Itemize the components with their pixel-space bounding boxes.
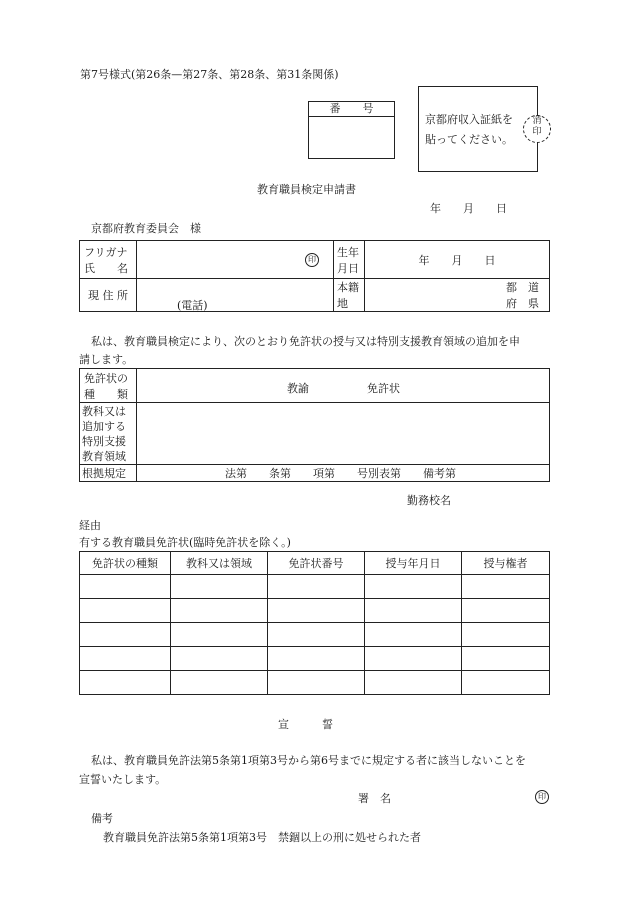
- oath-text-2: 宣誓いたします。: [79, 773, 167, 786]
- signature-label: 署 名: [358, 792, 391, 805]
- fu-ken-label: 府 県: [506, 297, 539, 310]
- cancel-seal-icon: 消 印: [523, 115, 551, 143]
- header-grant-date: 授与年月日: [365, 552, 462, 575]
- to-do-label: 都 道: [506, 281, 539, 294]
- phone-label: (電話): [177, 299, 208, 312]
- license-type-field[interactable]: [137, 369, 550, 403]
- license-type-label-1: 免許状の: [84, 371, 128, 385]
- table-cell[interactable]: [365, 575, 462, 599]
- name-seal-icon: 印: [305, 253, 319, 267]
- table-cell[interactable]: [268, 671, 365, 695]
- name-label: 氏 名: [84, 261, 128, 275]
- table-cell[interactable]: [268, 599, 365, 623]
- remarks-label: 備考: [91, 812, 113, 825]
- birth-date-field[interactable]: 年 月 日: [365, 241, 550, 279]
- furigana-label: フリガナ: [84, 245, 128, 259]
- number-box: [308, 101, 395, 159]
- table-cell[interactable]: [80, 575, 171, 599]
- license-label: 免許状: [367, 382, 400, 395]
- table-row: [80, 671, 550, 695]
- birth-label-2: 月日: [337, 261, 359, 275]
- name-field[interactable]: [137, 241, 334, 279]
- basis-label: 根拠規定: [80, 465, 137, 482]
- birth-label-cell: [334, 241, 365, 279]
- table-cell[interactable]: [462, 599, 550, 623]
- stamp-instruction-1: 京都府収入証紙を: [425, 113, 513, 126]
- header-license-number: 免許状番号: [268, 552, 365, 575]
- oath-title: 宣 誓: [278, 718, 333, 731]
- table-cell[interactable]: [80, 647, 171, 671]
- header-subject: 教科又は領域: [171, 552, 268, 575]
- domicile-label-cell: [334, 279, 365, 312]
- application-statement: 私は、教育職員検定により、次のとおり免許状の授与又は特別支援教育領域の追加を申: [91, 335, 520, 348]
- subject-label-4: 教育領域: [82, 449, 126, 463]
- via-label: 経由: [79, 519, 101, 532]
- application-date: 年 月 日: [430, 202, 507, 215]
- table-cell[interactable]: [462, 671, 550, 695]
- table-row: [80, 575, 550, 599]
- table-cell[interactable]: [268, 575, 365, 599]
- subject-label-3: 特別支援: [82, 434, 126, 448]
- table-cell[interactable]: [171, 647, 268, 671]
- header-grantor: 授与権者: [462, 552, 550, 575]
- subject-field[interactable]: [137, 403, 550, 465]
- number-label: 番 号: [309, 102, 394, 117]
- applicant-table: [79, 240, 550, 312]
- table-header-row: [80, 552, 550, 575]
- held-licenses-caption: 有する教育職員免許状(臨時免許状を除く。): [79, 536, 291, 549]
- application-statement-2: 請します。: [79, 353, 134, 366]
- table-cell[interactable]: [365, 599, 462, 623]
- subject-label-2: 追加する: [82, 419, 126, 433]
- table-cell[interactable]: [268, 623, 365, 647]
- domicile-field[interactable]: [365, 279, 550, 312]
- table-cell[interactable]: [365, 623, 462, 647]
- table-cell[interactable]: [171, 599, 268, 623]
- header-license-type: 免許状の種類: [80, 552, 171, 575]
- stamp-instruction-2: 貼ってください。: [425, 133, 513, 146]
- domicile-label-2: 地: [337, 297, 348, 310]
- form-number-text: 第7号様式(第26条—第27条、第28条、第31条関係): [80, 68, 339, 81]
- table-cell[interactable]: [80, 671, 171, 695]
- held-licenses-table: [79, 551, 550, 695]
- table-cell[interactable]: [171, 623, 268, 647]
- oath-text-1: 私は、教育職員免許法第5条第1項第3号から第6号までに規定する者に該当しないことを: [91, 754, 526, 767]
- table-cell[interactable]: [80, 623, 171, 647]
- table-cell[interactable]: [171, 575, 268, 599]
- domicile-label-1: 本籍: [337, 281, 359, 294]
- workplace-label: 勤務校名: [407, 494, 451, 507]
- table-row: [80, 599, 550, 623]
- license-type-label-2: 種 類: [84, 387, 128, 401]
- table-cell[interactable]: [462, 647, 550, 671]
- document-title: 教育職員検定申請書: [257, 183, 356, 196]
- revenue-stamp-box: [418, 86, 538, 172]
- table-cell[interactable]: [268, 647, 365, 671]
- teacher-label: 教諭: [287, 382, 309, 395]
- subject-label-1: 教科又は: [82, 404, 126, 418]
- address-field[interactable]: [137, 279, 334, 312]
- name-label-cell: [80, 241, 137, 279]
- table-cell[interactable]: [462, 575, 550, 599]
- license-table: [79, 368, 550, 482]
- birth-label-1: 生年: [337, 245, 359, 259]
- table-cell[interactable]: [365, 647, 462, 671]
- table-cell[interactable]: [171, 671, 268, 695]
- table-row: [80, 647, 550, 671]
- basis-field[interactable]: 法第 条第 項第 号別表第 備考第: [137, 465, 550, 482]
- subject-label-cell: [80, 403, 137, 465]
- remarks-text: 教育職員免許法第5条第1項第3号 禁錮以上の刑に処せられた者: [103, 831, 421, 844]
- signature-seal-icon: 印: [535, 790, 549, 804]
- table-cell[interactable]: [365, 671, 462, 695]
- license-type-label-cell: [80, 369, 137, 403]
- addressee: 京都府教育委員会 様: [91, 222, 201, 235]
- table-cell[interactable]: [80, 599, 171, 623]
- address-label: 現 住 所: [80, 279, 137, 312]
- table-row: [80, 623, 550, 647]
- table-cell[interactable]: [462, 623, 550, 647]
